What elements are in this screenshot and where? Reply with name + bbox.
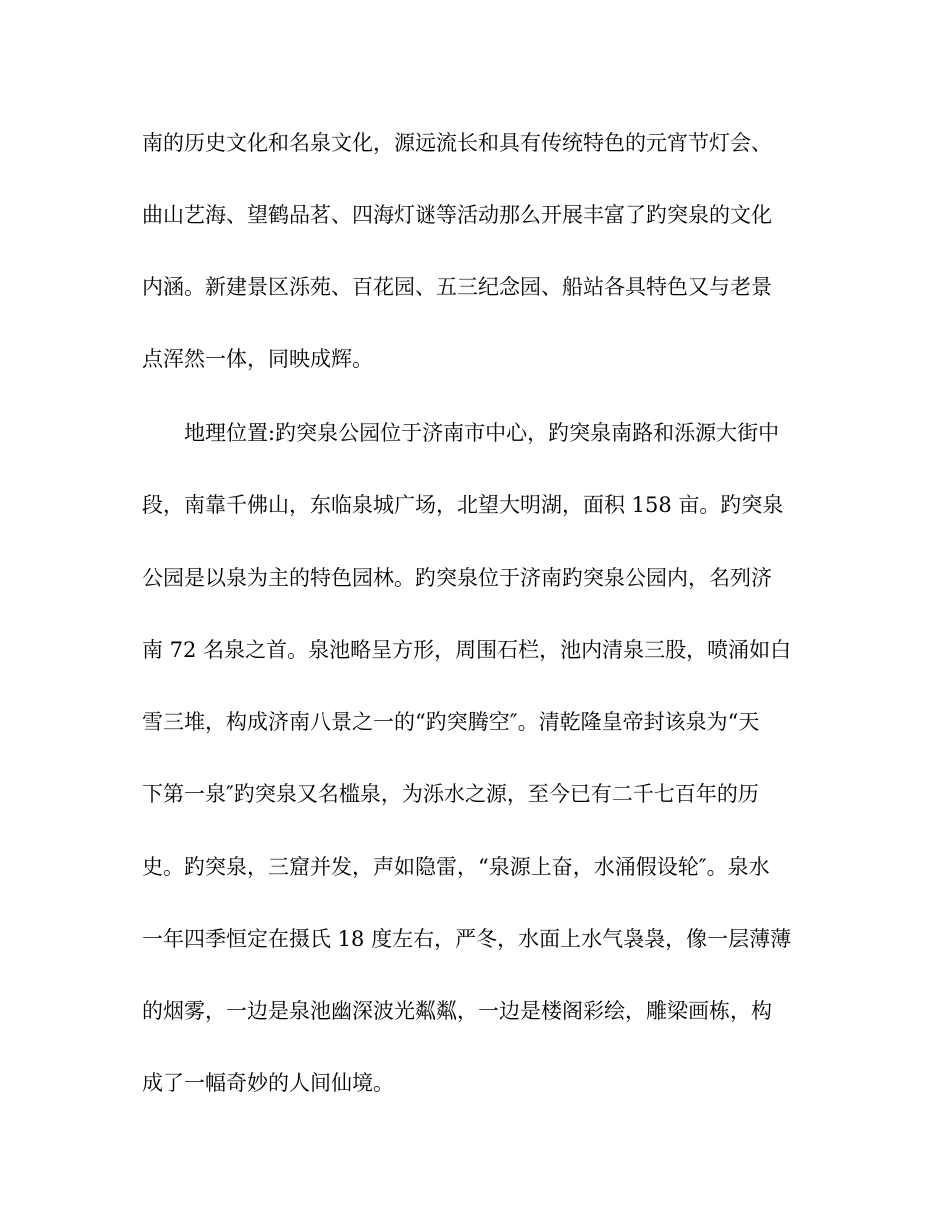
paragraph-2-line-6: 下第一泉″趵突泉又名槛泉，为泺水之源，至今已有二千七百年的历 [142,782,759,806]
paragraph-2-line-9: 的烟雾，一边是泉池幽深波光粼粼，一边是楼阁彩绘，雕梁画栋，构 [142,999,772,1023]
paragraph-1-line-1: 南的历史文化和名泉文化，源远流长和具有传统特色的元宵节灯会、 [142,131,772,155]
paragraph-2-line-8: 一年四季恒定在摄氏 18 度左右，严冬，水面上水气袅袅，像一层薄薄 [142,927,792,951]
paragraph-2-line-4: 南 72 名泉之首。泉池略呈方形，周围石栏，池内清泉三股，喷涌如白 [142,638,792,662]
paragraph-2-line-7: 史。趵突泉，三窟并发，声如隐雷，“泉源上奋，水涌假设轮″。泉水 [142,855,770,879]
paragraph-2-line-2: 段，南靠千佛山，东临泉城广场，北望大明湖，面积 158 亩。趵突泉 [142,493,784,517]
paragraph-1-line-2: 曲山艺海、望鹤品茗、四海灯谜等活动那么开展丰富了趵突泉的文化 [142,203,772,227]
paragraph-2-line-3: 公园是以泉为主的特色园林。趵突泉位于济南趵突泉公园内，名列济 [142,566,772,590]
paragraph-2-line-5: 雪三堆，构成济南八景之一的“趵突腾空″。清乾隆皇帝封该泉为“天 [142,710,760,734]
paragraph-2-line-1: 地理位置:趵突泉公园位于济南市中心，趵突泉南路和泺源大街中 [184,421,780,445]
paragraph-1-line-3: 内涵。新建景区泺苑、百花园、五三纪念园、船站各具特色又与老景 [142,275,772,299]
paragraph-2-line-10: 成了一幅奇妙的人间仙境。 [142,1071,394,1095]
paragraph-1-line-4: 点浑然一体，同映成辉。 [142,347,373,371]
